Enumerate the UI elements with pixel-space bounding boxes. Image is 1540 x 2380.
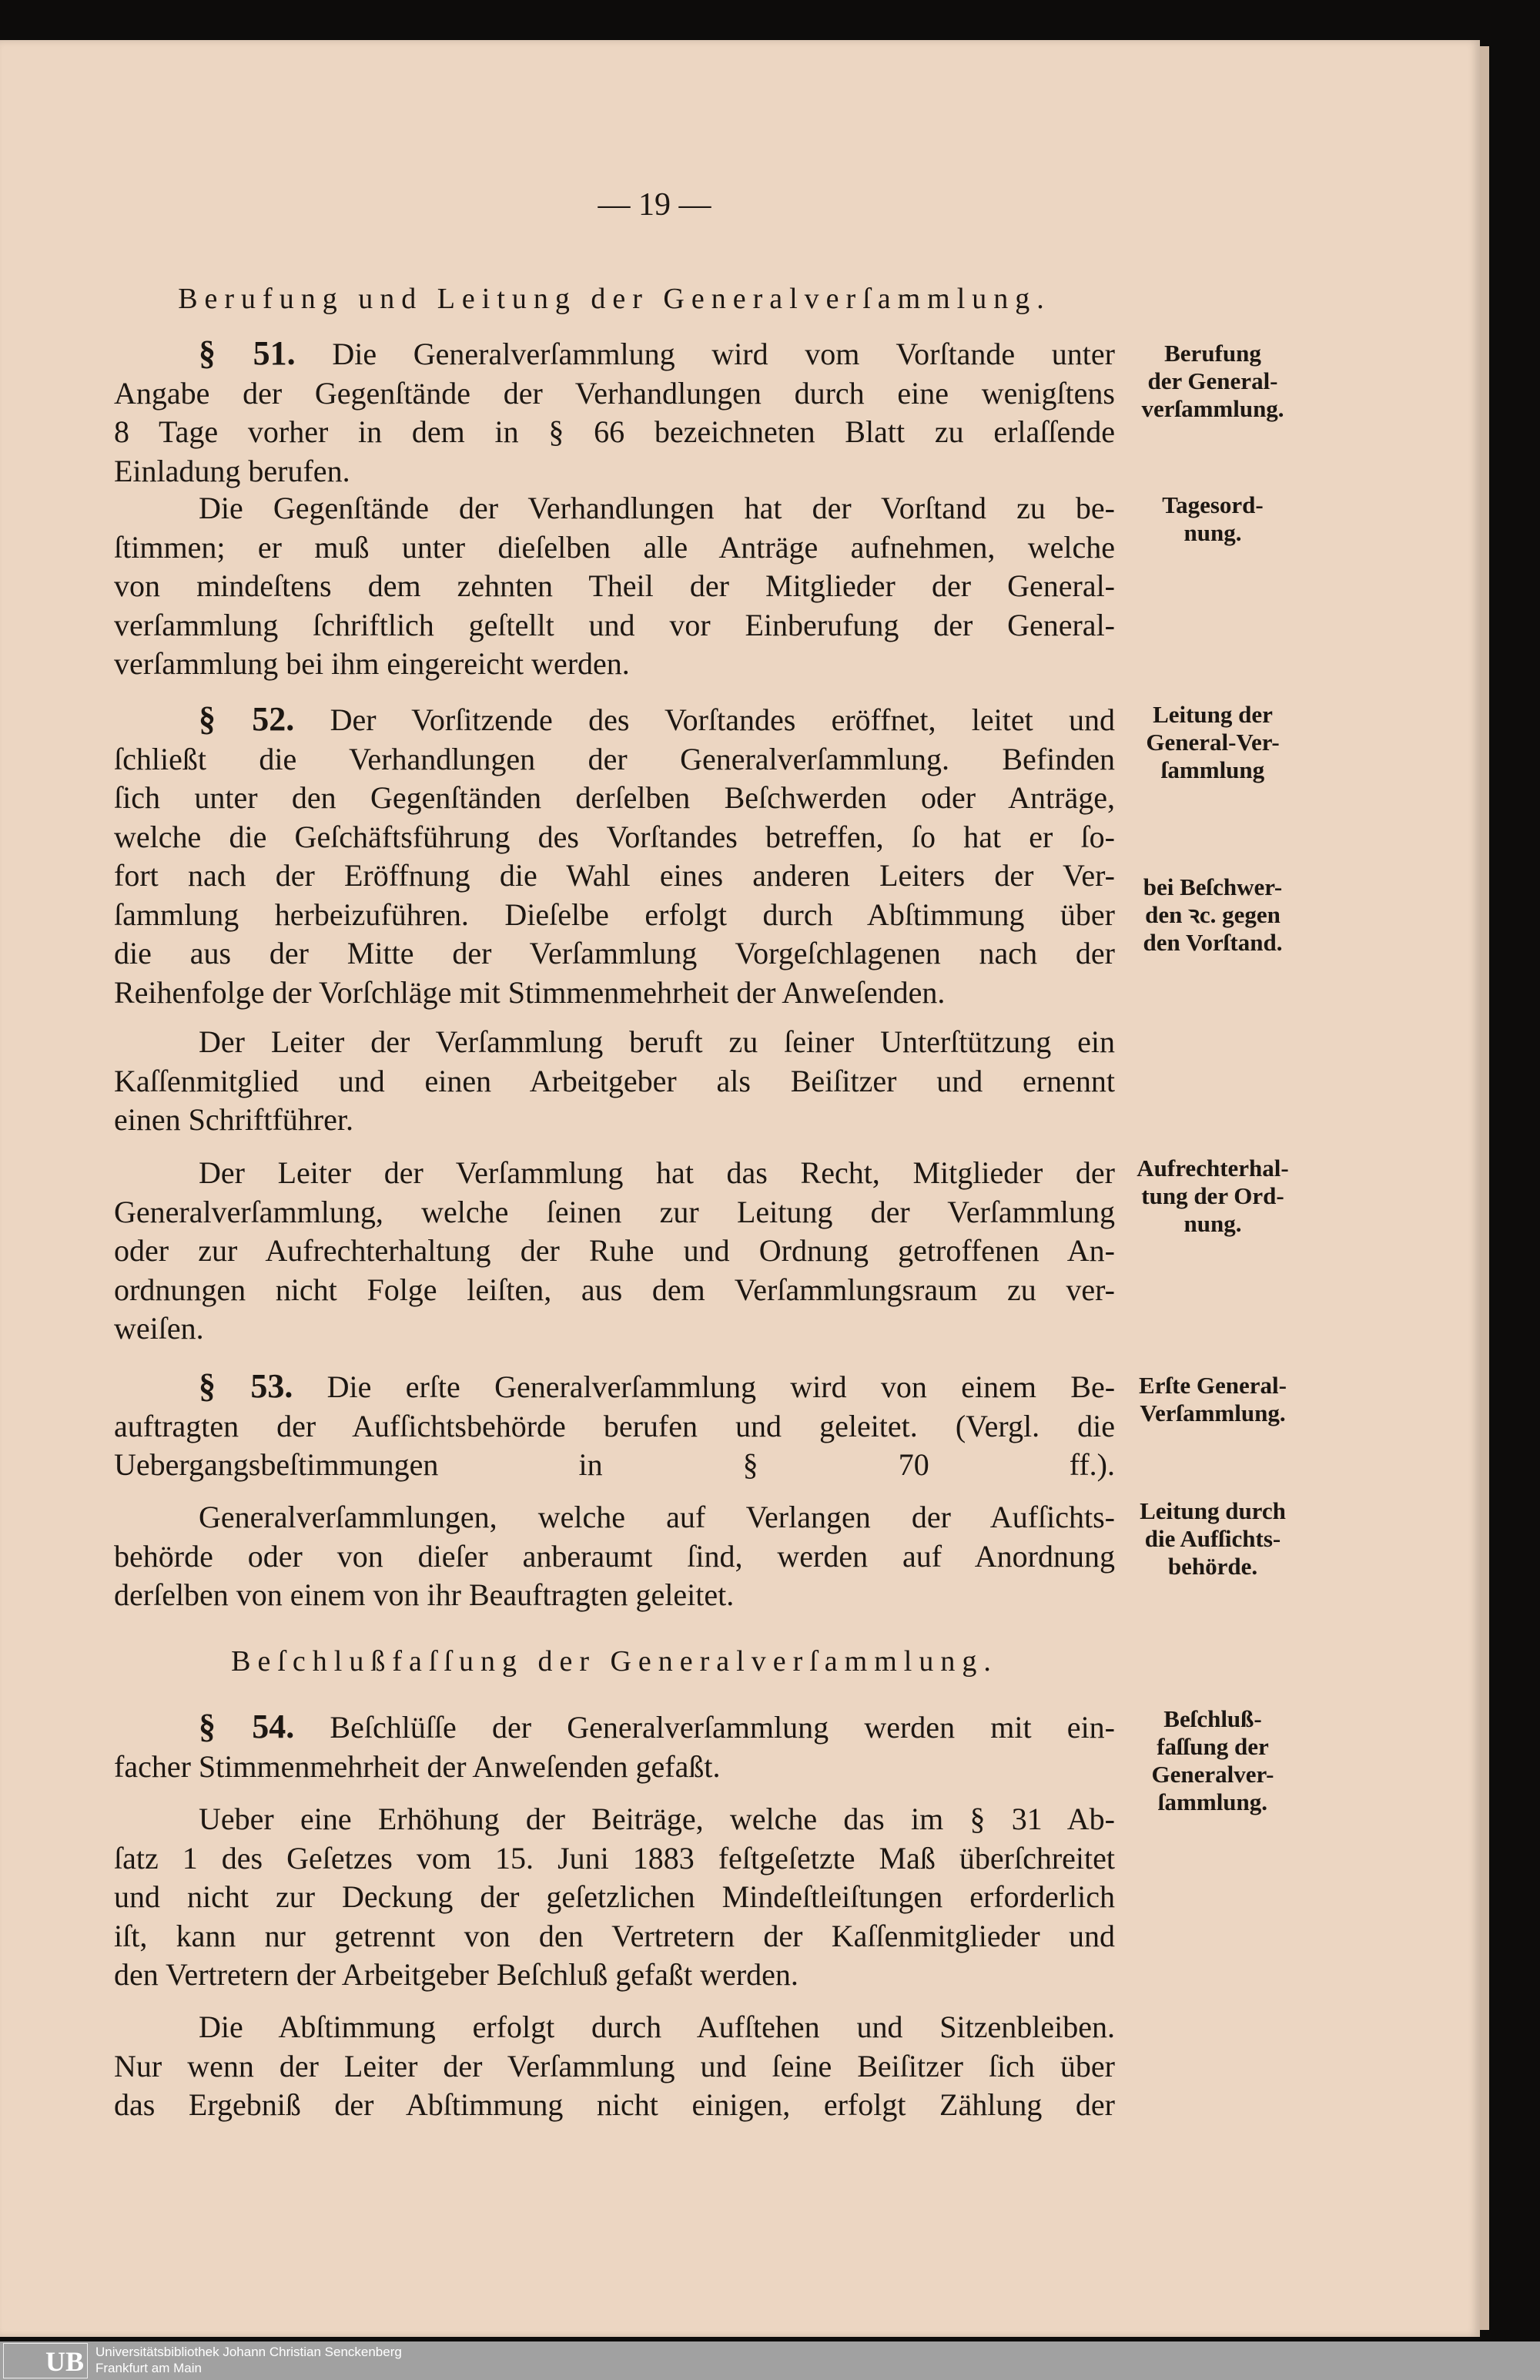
section-paragraph [114,1367,1115,1485]
paragraph [114,1154,1115,1349]
text-line [114,334,1115,374]
text-line: behörde oder von dieſer anberaumt ſind, werden auf Anordnung [114,1538,1115,1574]
section-paragraph [114,1708,1115,1786]
text-line: Der Leiter der Verſammlung beruft zu ſeiner Unterſtützung ein [199,1024,1115,1059]
margin-note-line: ſammlung [1160,756,1265,783]
margin-note [1116,1155,1309,1238]
paragraph [114,1023,1115,1140]
margin-note [1116,701,1309,784]
text-line: derſelben von einem von ihr Beauftragten geleitet. [114,1577,735,1612]
page-number: — 19 — [598,187,711,223]
margin-note-line: der General- [1147,367,1278,394]
text-line-content: Der Vorſitzende des Vorſtandes eröffnet, leitet und [330,702,1115,737]
paragraph [114,2008,1115,2125]
text-line: Der Leiter der Verſammlung hat das Recht, Mitglieder der [199,1155,1115,1190]
margin-note [1116,340,1309,423]
section-number: § 53. [199,1367,293,1405]
margin-note-line: bei Beſchwer- [1143,873,1283,900]
text-line: den Vertretern der Arbeitgeber Beſchluß gefaßt werden. [114,1957,798,1992]
margin-note [1116,1705,1309,1816]
margin-note-line: Leitung der [1153,701,1273,728]
text-line-content: Die erſte Generalverſammlung wird von einem Be- [326,1369,1116,1404]
margin-note-line: den Vorſtand. [1143,929,1283,956]
library-name [95,2344,402,2376]
text-line-content: Beſchlüſſe der Generalverſammlung werden mit ein- [330,1710,1115,1745]
margin-note-line: verſammlung. [1141,395,1284,422]
text-line: Kaſſenmitglied und einen Arbeitgeber als Beiſitzer und ernennt [114,1063,1115,1098]
text-line: das Ergebniß der Abſtimmung nicht einigen, erfolgt Zählung der [114,2087,1115,2122]
margin-note-line: Beſchluß- [1163,1705,1262,1732]
text-line: auftragten der Aufſichtsbehörde berufen und geleitet. (Vergl. die [114,1408,1115,1443]
text-line: weiſen. [114,1311,204,1346]
margin-note [1116,1372,1309,1427]
text-line: Die Gegenſtände der Verhandlungen hat der Vorſtand zu be- [199,491,1115,525]
text-line: von mindeſtens dem zehnten Theil der Mitglieder der General- [114,568,1115,603]
margin-note-line: General-Ver- [1146,729,1280,756]
text-line [114,1708,1115,1748]
text-line: ſammlung herbeizuführen. Dieſelbe erfolgt durch Abſtimmung über [114,897,1115,932]
text-line: Reihenfolge der Vorſchläge mit Stimmenmehrheit der Anweſenden. [114,974,946,1010]
text-line: 8 Tage vorher in dem in § 66 bezeichneten Blatt zu erlaſſende [114,414,1115,449]
section-paragraph [114,700,1115,1012]
text-line: ſchließt die Verhandlungen der Generalverſammlung. Befinden [114,741,1115,776]
text-line: Einladung berufen. [114,453,350,488]
section-number: § 54. [199,1708,295,1745]
margin-note-line: nung. [1183,1210,1242,1237]
text-line: die aus der Mitte der Verſammlung Vorgeſchlagenen nach der [114,936,1115,970]
margin-note-line: ſammlung. [1157,1788,1268,1815]
library-location: Frankfurt am Main [95,2361,202,2375]
text-line: Nur wenn der Leiter der Verſammlung und ſeine Beiſitzer ſich über [114,2048,1115,2083]
text-line: Generalverſammlung, welche ſeinen zur Leitung der Verſammlung [114,1194,1115,1229]
margin-note-line: den ꝛc. gegen [1145,901,1281,928]
margin-note-line: faſſung der [1157,1733,1269,1760]
margin-note-line: behörde. [1167,1553,1258,1580]
margin-note [1116,873,1309,957]
text-line: Angabe der Gegenſtände der Verhandlungen durch eine wenigſtens [114,375,1115,411]
library-logo: UB [3,2343,88,2378]
text-line: ſtimmen; er muß unter dieſelben alle Anträge aufnehmen, welche [114,529,1115,565]
text-line: ordnungen nicht Folge leiſten, aus dem Verſammlungsraum zu ver- [114,1272,1115,1307]
text-line: verſammlung bei ihm eingereicht werden. [114,646,630,681]
text-line: iſt, kann nur getrennt von den Vertretern der Kaſſenmitglieder und [114,1918,1115,1953]
section-number: § 52. [199,700,295,738]
text-line [114,1367,1115,1407]
text-line: welche die Geſchäftsführung des Vorſtandes betreffen, ſo hat er ſo- [114,819,1115,854]
text-line: Die Abſtimmung erfolgt durch Aufſtehen und Sitzenbleiben. [199,2010,1115,2044]
library-footer [0,2341,1540,2380]
text-line: Uebergangsbeſtimmungen in § 70 ff.). [114,1447,1115,1482]
paragraph [114,1800,1115,1995]
page-edge [1480,46,1489,2330]
section-paragraph [114,334,1115,491]
margin-note-line: Leitung durch [1140,1497,1286,1524]
margin-note-line: die Aufſichts- [1144,1525,1281,1552]
paragraph [114,489,1115,684]
text-line-content: Die Generalverſammlung wird vom Vorſtande unter [332,337,1115,371]
text-line: ſich unter den Gegenſtänden derſelben Beſchwerden oder Anträge, [114,780,1115,815]
text-line [114,700,1115,740]
margin-note [1116,1497,1309,1581]
margin-note-line: Generalver- [1151,1761,1274,1788]
paragraph [114,1498,1115,1615]
margin-note-line: Aufrechterhal- [1137,1155,1289,1182]
section-heading: Berufung und Leitung der Generalverſammlung. [178,283,1051,315]
text-line: Ueber eine Erhöhung der Beiträge, welche das im § 31 Ab- [199,1802,1115,1836]
margin-note-line: Verſammlung. [1140,1400,1286,1426]
margin-note-line: Erſte General- [1139,1372,1287,1399]
text-line: und nicht zur Deckung der geſetzlichen Mindeſtleiſtungen erforderlich [114,1879,1115,1914]
margin-note-line: tung der Ord- [1141,1182,1284,1209]
text-line: facher Stimmenmehrheit der Anweſenden gefaßt. [114,1748,721,1784]
margin-note-line: Tagesord- [1162,491,1264,518]
library-name-line1: Universitätsbibliothek Johann Christian Senckenberg [95,2345,402,2359]
text-line: einen Schriftführer. [114,1102,353,1137]
margin-note [1116,491,1309,547]
text-line: oder zur Aufrechterhaltung der Ruhe und Ordnung getroffenen An- [114,1233,1115,1268]
margin-note-line: Berufung [1164,340,1261,367]
margin-note-line: nung. [1183,519,1242,546]
text-line: Generalverſammlungen, welche auf Verlangen der Aufſichts- [199,1500,1115,1534]
section-number: § 51. [199,334,296,372]
section-heading: Beſchlußfaſſung der Generalverſammlung. [231,1645,998,1678]
text-line: verſammlung ſchriftlich geſtellt und vor Einberufung der General- [114,607,1115,642]
text-line: ſatz 1 des Geſetzes vom 15. Juni 1883 feſtgeſetzte Maß überſchreitet [114,1840,1115,1876]
text-line: fort nach der Eröffnung die Wahl eines anderen Leiters der Ver- [114,858,1115,893]
